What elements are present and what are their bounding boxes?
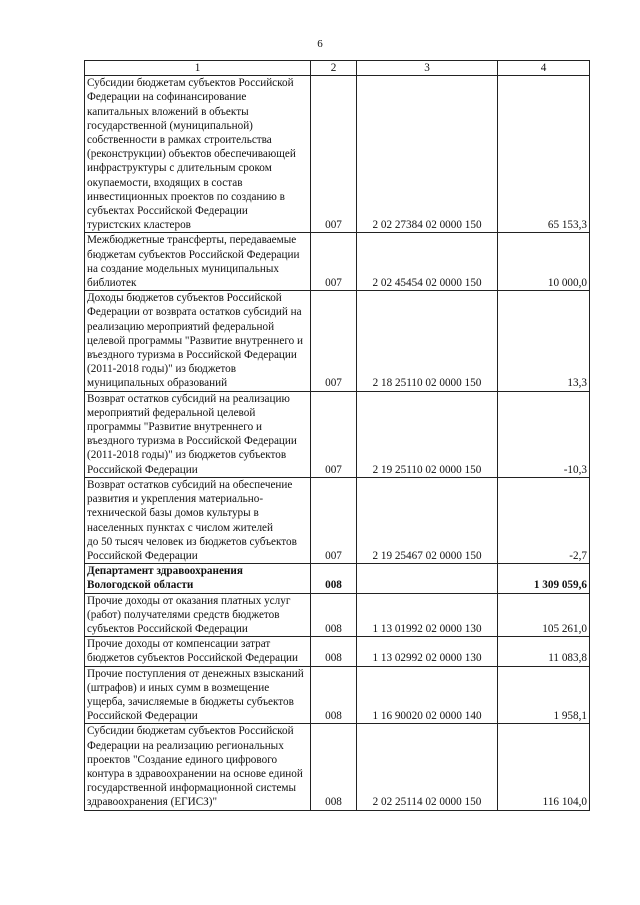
row-amount: 116 104,0	[498, 724, 590, 810]
table-row	[85, 477, 590, 563]
row-admin-code: 008	[311, 564, 357, 593]
row-revenue-code: 2 19 25467 02 0000 150	[357, 477, 498, 563]
description-line: Возврат остатков субсидий на реализацию	[87, 392, 290, 405]
description-line: въездного туризма в Российской Федерации	[87, 349, 297, 362]
description-line: инвестиционных проектов по созданию в	[87, 190, 285, 203]
description-line: проектов "Создание единого цифрового	[87, 753, 278, 766]
row-description	[85, 593, 311, 637]
description-line: Межбюджетные трансферты, передаваемые	[87, 234, 297, 247]
row-admin-code: 007	[311, 233, 357, 291]
table-row	[85, 233, 590, 291]
description-line: населенных пунктах с числом жителей	[87, 521, 273, 534]
row-amount: 1 309 059,6	[498, 564, 590, 593]
row-revenue-code: 2 02 45454 02 0000 150	[357, 233, 498, 291]
description-line: государственной (муниципальной)	[87, 119, 253, 132]
row-amount: 13,3	[498, 291, 590, 391]
row-revenue-code: 2 19 25110 02 0000 150	[357, 391, 498, 477]
description-line: (штрафов) и иных сумм в возмещение	[87, 681, 270, 694]
description-line: библиотек	[87, 277, 137, 290]
description-line: Российской Федерации	[87, 710, 198, 723]
description-line: мероприятий федеральной целевой	[87, 406, 256, 419]
row-description	[85, 76, 311, 233]
row-admin-code: 007	[311, 76, 357, 233]
row-description	[85, 637, 311, 666]
description-line: на создание модельных муниципальных	[87, 262, 279, 275]
description-line: субъектах Российской Федерации	[87, 205, 248, 218]
revenue-table	[84, 60, 590, 811]
row-description	[85, 564, 311, 593]
description-line: (2011-2018 годы)" из бюджетов субъектов	[87, 449, 287, 462]
description-line: (2011-2018 годы)" из бюджетов	[87, 363, 237, 376]
row-description	[85, 291, 311, 391]
table-body	[85, 76, 590, 810]
row-amount: 1 958,1	[498, 666, 590, 724]
table-row	[85, 637, 590, 666]
description-line: капитальных вложений в объекты	[87, 105, 249, 118]
description-line: (работ) получателями средств бюджетов	[87, 608, 280, 621]
description-line: бюджетам субъектов Российской Федерации	[87, 248, 300, 261]
description-line: Возврат остатков субсидий на обеспечение	[87, 478, 293, 491]
description-line: Прочие доходы от компенсации затрат	[87, 638, 271, 651]
header-col-1: 1	[85, 61, 311, 76]
row-admin-code: 007	[311, 291, 357, 391]
row-revenue-code: 1 13 02992 02 0000 130	[357, 637, 498, 666]
description-line: (реконструкции) объектов обеспечивающей	[87, 148, 296, 161]
description-line: Российской Федерации	[87, 549, 198, 562]
description-line: инфраструктуры с длительным сроком	[87, 162, 272, 175]
description-line: Доходы бюджетов субъектов Российской	[87, 292, 282, 305]
row-admin-code: 008	[311, 724, 357, 810]
header-col-2: 2	[311, 61, 357, 76]
row-amount: -2,7	[498, 477, 590, 563]
header-col-4: 4	[498, 61, 590, 76]
description-line: Субсидии бюджетам субъектов Российской	[87, 77, 294, 90]
table-row	[85, 593, 590, 637]
row-description	[85, 666, 311, 724]
description-line: целевой программы "Развитие внутреннего и	[87, 334, 304, 347]
row-revenue-code: 2 02 27384 02 0000 150	[357, 76, 498, 233]
description-line: муниципальных образований	[87, 377, 228, 390]
row-revenue-code: 1 13 01992 02 0000 130	[357, 593, 498, 637]
description-line: бюджетов субъектов Российской Федерации	[87, 652, 299, 665]
table-header-row	[85, 61, 590, 76]
row-description	[85, 391, 311, 477]
description-line: технической базы домов культуры в	[87, 507, 259, 520]
description-line: государственной информационной системы	[87, 782, 297, 795]
description-line: программы "Развитие внутреннего и	[87, 421, 262, 434]
table-row	[85, 291, 590, 391]
description-line: здравоохранения (ЕГИСЗ)"	[87, 796, 218, 809]
description-line: Российской Федерации	[87, 463, 198, 476]
description-line: субъектов Российской Федерации	[87, 622, 248, 635]
description-line: Вологодской области	[87, 579, 194, 592]
row-amount: 11 083,8	[498, 637, 590, 666]
description-line: Прочие доходы от оказания платных услуг	[87, 594, 291, 607]
row-admin-code: 008	[311, 666, 357, 724]
description-line: окупаемости, входящих в состав	[87, 176, 243, 189]
row-amount: -10,3	[498, 391, 590, 477]
row-description	[85, 724, 311, 810]
description-line: ущерба, зачисляемые в бюджеты субъектов	[87, 695, 294, 708]
row-amount: 105 261,0	[498, 593, 590, 637]
description-line: до 50 тысяч человек из бюджетов субъектов	[87, 535, 297, 548]
table-row	[85, 666, 590, 724]
description-line: развития и укрепления материально-	[87, 493, 264, 506]
description-line: контура в здравоохранении на основе единой	[87, 767, 303, 780]
row-admin-code: 007	[311, 391, 357, 477]
description-line: Федерации от возврата остатков субсидий на	[87, 306, 302, 319]
row-admin-code: 008	[311, 593, 357, 637]
row-description	[85, 233, 311, 291]
description-line: Департамент здравоохранения	[87, 565, 243, 578]
department-row	[85, 564, 590, 593]
row-revenue-code: 2 02 25114 02 0000 150	[357, 724, 498, 810]
row-admin-code: 008	[311, 637, 357, 666]
description-line: Федерации на софинансирование	[87, 91, 247, 104]
row-admin-code: 007	[311, 477, 357, 563]
description-line: Прочие поступления от денежных взысканий	[87, 667, 304, 680]
row-description	[85, 477, 311, 563]
row-amount: 65 153,3	[498, 76, 590, 233]
header-col-3: 3	[357, 61, 498, 76]
table-row	[85, 724, 590, 810]
table-row	[85, 391, 590, 477]
description-line: собственности в рамках строительства	[87, 134, 272, 147]
description-line: туристских кластеров	[87, 219, 191, 232]
row-revenue-code: 2 18 25110 02 0000 150	[357, 291, 498, 391]
row-revenue-code: 1 16 90020 02 0000 140	[357, 666, 498, 724]
row-revenue-code	[357, 564, 498, 593]
description-line: въездного туризма в Российской Федерации	[87, 435, 297, 448]
description-line: Субсидии бюджетам субъектов Российской	[87, 725, 294, 738]
page-number: 6	[317, 38, 323, 50]
table-row	[85, 76, 590, 233]
description-line: реализацию мероприятий федеральной	[87, 320, 275, 333]
row-amount: 10 000,0	[498, 233, 590, 291]
description-line: Федерации на реализацию региональных	[87, 739, 284, 752]
